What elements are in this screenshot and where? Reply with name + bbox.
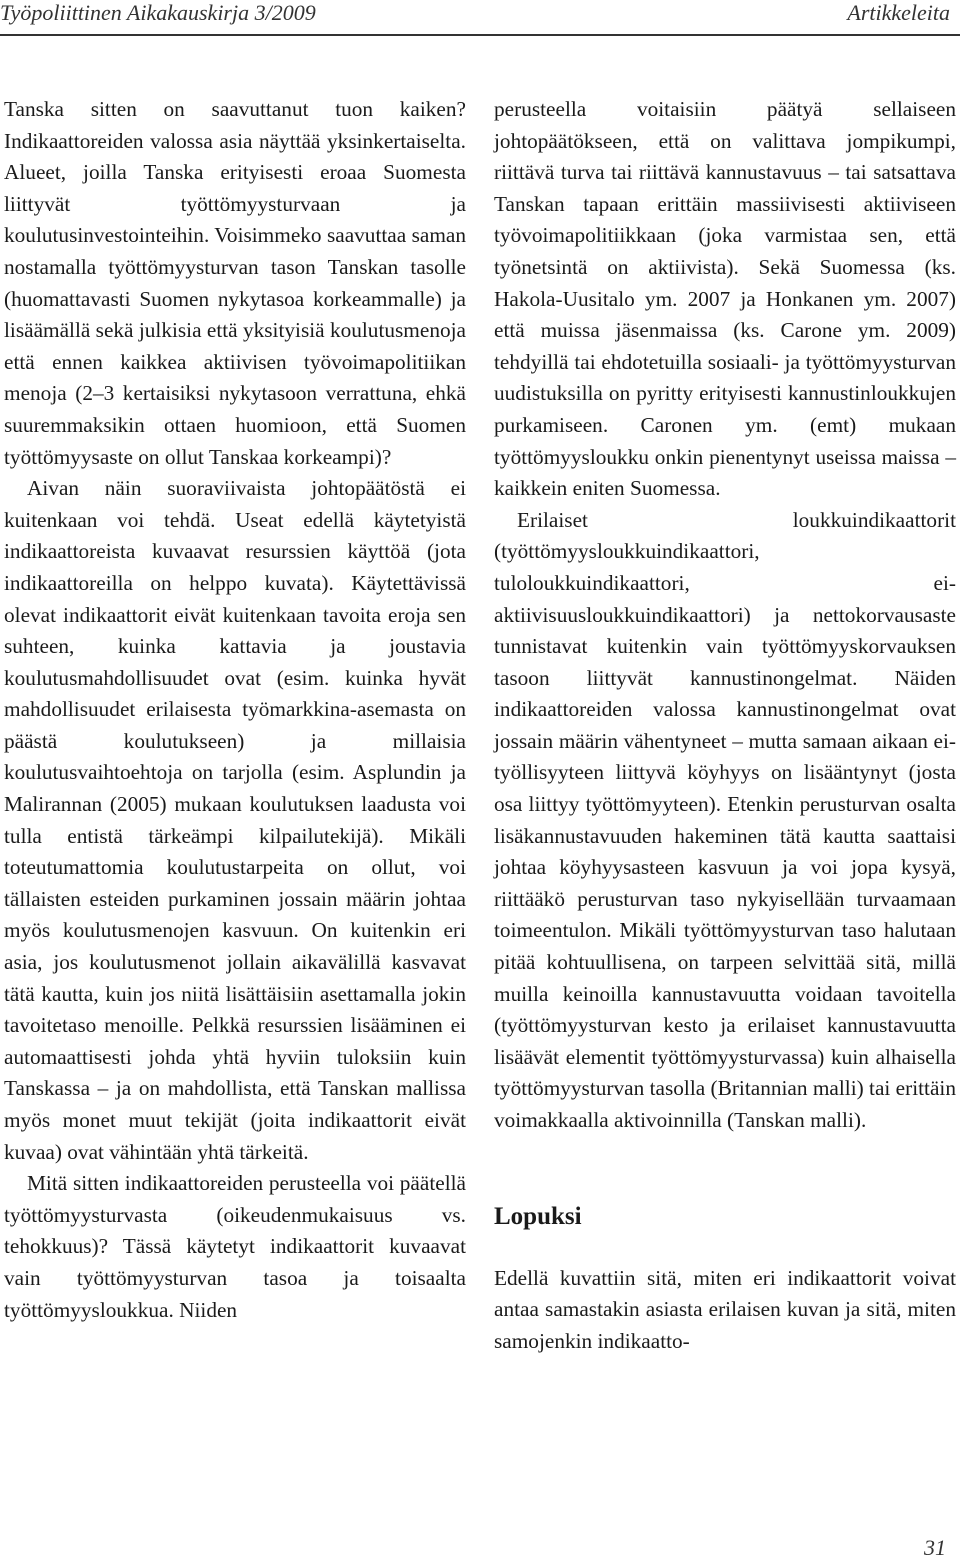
page-number: 31 [924,1535,946,1560]
journal-title: Työpoliittinen Aikakauskirja 3/2009 [0,0,316,25]
paragraph: Aivan näin suoraviivaista johtopäätöstä ei kuitenkaan voi tehdä. Useat edellä käytetyistä indikaattoreista kuvaavat resurssien käyttöä (jota indikaattoreilla on helppo kuvata). Käytettävissä olevat indikaattorit eivät kuitenkaan tavoita eroja sen suhteen, kuinka kattavia ja joustavia koulutusmahdollisuudet ovat (esim. kuinka hyvät mahdollisuudet erilaisesta työmarkkina-asemasta on päästä koulutukseen) ja millaisia koulutusvaihtoehtoja on tarjolla (esim. Asplundin ja Malirannan (2005) mukaan koulutuksen laadusta voi tulla entistä tärkeämpi kilpailutekijä). Mikäli toteutumattomia koulutustarpeita on ollut, voi tällaisten esteiden purkaminen jossain määrin johtaa myös koulutusmenojen kasvuun. On kuitenkin eri asia, jos koulutusmenot jollain aikavälillä kasvavat tätä kautta, kuin jos niitä lisättäisiin asettamalla jokin tavoitetaso menoille. Pelkkä resurssien lisääminen ei automaattisesti johda yhtä hyviin tuloksiin kuin Tanskassa – ja on mahdollista, että Tanskan mallissa myös monet muut tekijät (joita indikaattorit eivät kuvaa) ovat vähintään yhtä tärkeitä. [4,476,466,1164]
right-column [494,94,956,1357]
paragraph: Erilaiset loukkuindikaattorit (työttömyysloukkuindikaattori, tuloloukkuindikaattori, ei-aktiivisuusloukkuindikaattori) ja nettokorvausaste tunnistavat kuitenkin vain työttömyyskorvauksen tasoon liittyvät kannustinongelmat. Näiden indikaattoreiden valossa kannustinongelmat ovat jossain määrin vähentyneet – mutta samaan aikaan ei-työllisyyteen liittyvä köyhyys on lisääntynyt (josta osa liittyy työttömyyteen). Etenkin perusturvan osalta lisäkannustavuuden hakeminen tätä kautta saattaisi johtaa köyhyysasteen kasvuun ja voi jopa kysyä, riittääkö perusturvan taso nykyisellään turvaamaan toimeentulon. Mikäli työttömyysturvan taso halutaan pitää kohtuullisena, on tarpeen selvittää sitä, millä muilla keinoilla kannustavuutta voidaan tavoitella (työttömyysturvan kesto ja erilaiset kannustavuutta lisäävät elementit työttömyysturvassa) kuin alhaisella työttömyysturvan tasolla (Britannian malli) tai erittäin voimakkaalla aktivoinnilla (Tanskan malli). [494,507,956,1132]
paragraph: Tanska sitten on saavuttanut tuon kaiken? Indikaattoreiden valossa asia näyttää yksinkertaiselta. Alueet, joilla Tanska erityisesti eroaa Suomesta liittyvät työttömyysturvaan ja koulutusinvestointeihin. Voisimmeko saavuttaa saman nostamalla työttömyysturvan tason Tanskan tasolle (huomattavasti Suomen nykytasoa korkeammalle) ja lisäämällä sekä julkisia että yksityisiä koulutusmenoja että ennen kaikkea aktiivisen työvoimapolitiikan menoja (2–3 kertaisiksi nykytasoon verrattuna, ehkä suuremmaksikin ottaen huomioon, että Suomen työttömyysaste on ollut Tanskaa korkeampi)? [4,97,466,469]
paragraph: Edellä kuvattiin sitä, miten eri indikaattorit voivat antaa samastakin asiasta erilaisen kuvan ja sitä, miten samojenkin indikaatto- [494,1265,956,1353]
section-heading: Lopuksi [494,1202,582,1230]
paragraph: Mitä sitten indikaattoreiden perusteella voi päätellä työttömyysturvasta (oikeudenmukaisuus vs. tehokkuus)? Tässä käytetyt indikaattorit kuvaavat vain työttömyysturvan tasoa ja toisaalta työttömyysloukkua. Niiden [4,1171,466,1322]
paragraph: perusteella voitaisiin päätyä sellaiseen johtopäätökseen, että on valittava jompikumpi, riittävä turva tai riittävä kannustavuus – tai satsattava Tanskan tapaan erittäin massiivisesti aktiiviseen työvoimapolitiikkaan (joka varmistaa sen, että työnetsintä on aktiivista). Sekä Suomessa (ks. Hakola-Uusitalo ym. 2007 ja Honkanen ym. 2007) että muissa jäsenmaissa (ks. Carone ym. 2009) tehdyillä tai ehdotetuilla sosiaali- ja työttömyysturvan uudistuksilla on pyritty erityisesti kannustinloukkujen purkamiseen. Caronen ym. (emt) mukaan työttömyysloukku onkin pienentynyt useissa maissa – kaikkein eniten Suomessa. [494,97,956,501]
header-divider [0,34,960,36]
left-column [4,94,466,1326]
section-label: Artikkeleita [847,0,950,25]
